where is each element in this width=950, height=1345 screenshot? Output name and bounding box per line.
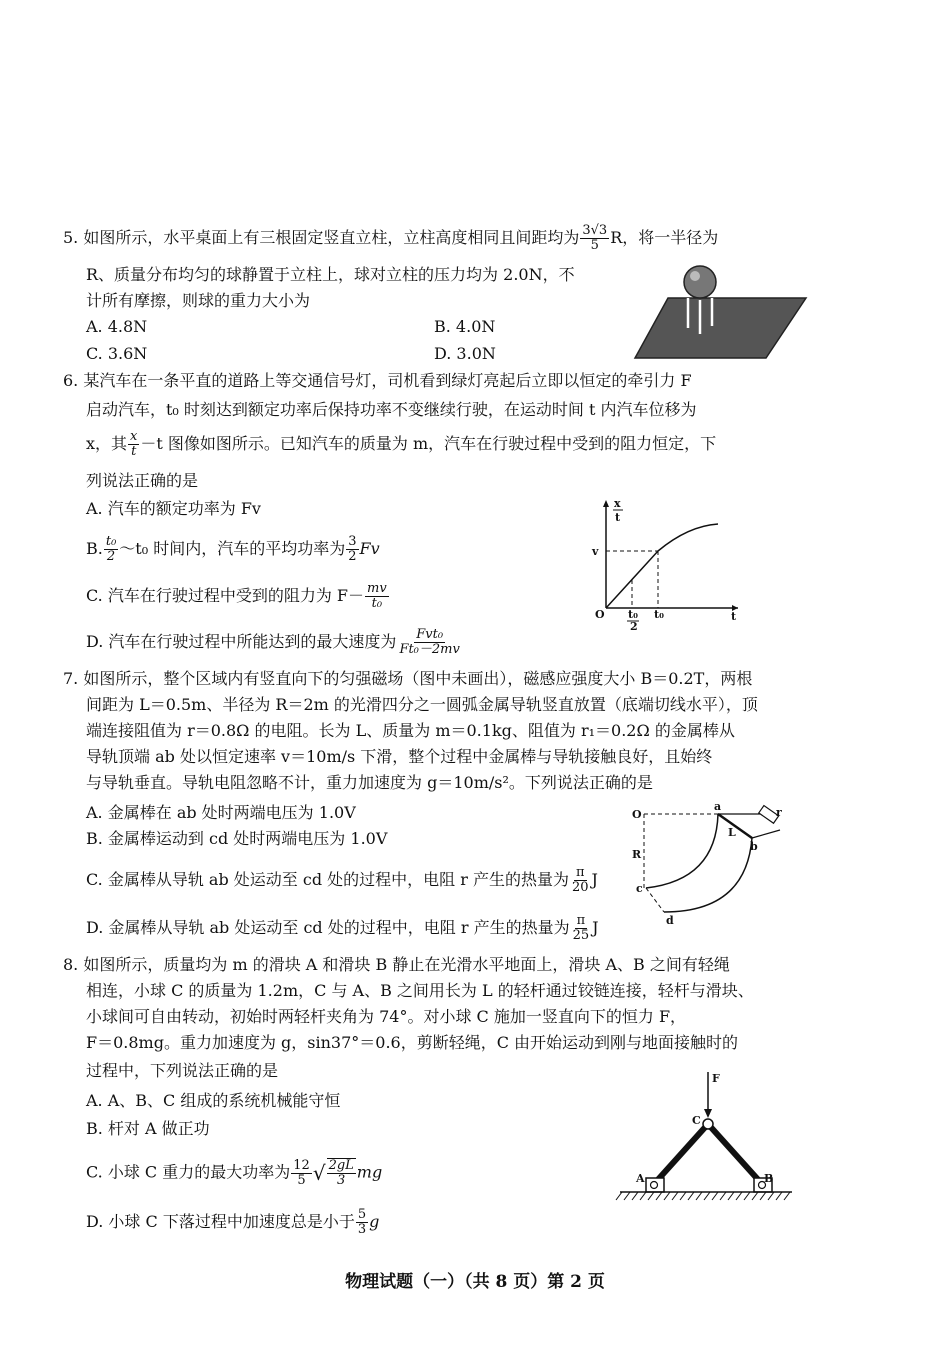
q6-graph-y-arrow	[603, 500, 609, 507]
q8-option-c-num: 12	[293, 1157, 310, 1173]
q6-graph-t-label: t	[731, 610, 737, 623]
q6-graph-y-label-den: t	[615, 511, 621, 524]
q6-stem-line3-a: x，其	[86, 434, 128, 453]
q8-option-a: A. A、B、C 组成的系统机械能守恒	[86, 1091, 341, 1110]
q6-option-b-frac1	[104, 535, 118, 564]
q7-fig-label-c: c	[636, 882, 643, 895]
q6-stem-line4: 列说法正确的是	[86, 471, 199, 490]
q8-option-d-num: 5	[357, 1207, 367, 1222]
q8-fig-ground-hatch	[616, 1192, 790, 1200]
q5-ball	[684, 266, 716, 298]
q6-option-b	[86, 535, 380, 564]
q8-stem-line3: 小球间可自由转动，初始时两轻杆夹角为 74°。对小球 C 施加一竖直向下的恒力 F，	[86, 1007, 687, 1026]
q6-option-c-text: C. 汽车在行驶过程中受到的阻力为 F－	[86, 586, 365, 605]
q6-option-b-frac2	[346, 535, 358, 564]
q8-fig-hinge-a	[651, 1182, 658, 1189]
q7-fig-cd-dash	[646, 888, 664, 912]
q7-option-c-den: 20	[572, 880, 589, 895]
q6-option-d-num: Fvt₀	[416, 627, 444, 642]
q5-option-b: B. 4.0N	[434, 317, 496, 336]
q7-stem-line5: 与导轨垂直。导轨电阻忽略不计，重力加速度为 g＝10m/s²。下列说法正确的是	[86, 773, 653, 792]
q5-option-c: C. 3.6N	[86, 344, 148, 363]
q6-option-d-den: Ft₀－2mv	[399, 642, 460, 657]
q8-fig-label-a: A	[636, 1172, 645, 1185]
q5-ball-on-pillars-figure	[630, 258, 810, 363]
q7-stem-line4: 导轨顶端 ab 处以恒定速率 v＝10m/s 下滑，整个过程中金属棒与导轨接触良好，且始终	[86, 747, 713, 766]
q7-option-d-num: π	[576, 913, 586, 928]
q6-option-b-den1: 2	[106, 549, 116, 564]
q6-graph-t0half-num: t₀	[628, 608, 638, 621]
q7-option-b: B. 金属棒运动到 cd 处时两端电压为 1.0V	[86, 829, 388, 848]
q7-stem-line2: 间距为 L＝0.5m、半径为 R＝2m 的光滑四分之一圆弧金属导轨竖直放置（底端切线水平），顶	[86, 695, 758, 714]
q8-fig-label-c: C	[692, 1114, 701, 1127]
q5-ball-highlight	[690, 271, 700, 281]
page-footer: 物理试题（一）（共 8 页）第 2 页	[345, 1272, 605, 1292]
q6-graph-v-label: v	[592, 545, 599, 558]
q6-option-d	[86, 628, 463, 657]
q6-stem-line3	[86, 430, 716, 459]
q6-option-d-frac	[397, 628, 461, 657]
q6-stem-line1: 6. 某汽车在一条平直的道路上等交通信号灯，司机看到绿灯亮起后立即以恒定的牵引力 F	[63, 371, 692, 390]
q6-option-c-frac	[365, 582, 389, 611]
q7-fig-label-d: d	[666, 914, 674, 927]
q8-option-c-text: C. 小球 C 重力的最大功率为	[86, 1162, 291, 1182]
q6-option-b-text: ～t₀ 时间内，汽车的平均功率为	[119, 539, 346, 558]
q6-graph-curve	[606, 524, 718, 608]
q8-option-c-radicand	[327, 1158, 356, 1188]
q6-ratio-den: t	[131, 444, 137, 459]
q8-stem-line1: 8. 如图所示，质量均为 m 的滑块 A 和滑块 B 静止在光滑水平地面上，滑块 A、B 之间有轻绳	[63, 955, 730, 974]
q7-option-d	[86, 914, 599, 943]
q8-stem-line4: F＝0.8mg。重力加速度为 g，sin37°＝0.6，剪断轻绳，C 由开始运动到刚与地面接触时的	[86, 1033, 739, 1052]
q7-fig-wire-bottom	[752, 830, 780, 838]
q5-spacing-num: 3√3	[582, 223, 608, 238]
q8-option-c-rad-num: 2gL	[328, 1158, 354, 1173]
q8-fig-label-b: B	[764, 1172, 774, 1185]
q6-option-c-num: mv	[367, 581, 387, 596]
q7-stem-line1: 7. 如图所示，整个区域内有竖直向下的匀强磁场（图中未画出），磁感应强度大小 B＝0.2T，两根	[63, 669, 753, 688]
q7-option-d-text: D. 金属棒从导轨 ab 处运动至 cd 处的过程中，电阻 r 产生的热量为	[86, 918, 570, 937]
q7-fig-label-l: L	[728, 826, 736, 839]
q5-stem-text: 5. 如图所示，水平桌面上有三根固定竖直立柱，立柱高度相同且间距均为	[63, 228, 580, 247]
q6-stem-line2: 启动汽车，t₀ 时刻达到额定功率后保持功率不变继续行驶，在运动时间 t 内汽车位移为	[86, 400, 697, 419]
q6-graph-origin: O	[595, 608, 605, 621]
q5-spacing-den: 5	[590, 238, 599, 253]
q6-graph-y-label-num: x	[614, 497, 621, 510]
q7-fig-label-r: r	[776, 806, 782, 819]
q8-option-c-den: 5	[297, 1172, 306, 1188]
q6-option-b-num1: t₀	[105, 534, 117, 549]
q7-rail-figure	[628, 800, 798, 930]
q6-option-b-label: B.	[86, 539, 103, 558]
q5-table-plane	[635, 298, 806, 358]
q6-stem-line3-b: －t 图像如图所示。已知汽车的质量为 m，汽车在行驶过程中受到的阻力恒定，下	[140, 434, 717, 453]
q6-graph-t0half-den: 2	[630, 620, 638, 631]
q8-option-d-frac	[356, 1208, 368, 1237]
q8-option-d-text: D. 小球 C 下落过程中加速度总是小于	[86, 1212, 355, 1231]
q8-truss-figure	[612, 1068, 797, 1208]
q6-option-c-den: t₀	[371, 596, 383, 611]
q7-option-d-den: 25	[572, 928, 590, 943]
q7-option-c	[86, 866, 598, 895]
q7-option-d-frac	[571, 914, 592, 943]
q6-option-b-tail: Fv	[359, 539, 380, 558]
q6-option-a: A. 汽车的额定功率为 Fv	[86, 499, 261, 518]
q8-option-d	[86, 1208, 379, 1237]
q7-option-c-text: C. 金属棒从导轨 ab 处运动至 cd 处的过程中，电阻 r 产生的热量为	[86, 870, 569, 889]
q5-option-a: A. 4.8N	[86, 317, 148, 336]
q7-fig-label-o: O	[632, 808, 642, 821]
q5-stem-line2: R、质量分布均匀的球静置于立柱上，球对立柱的压力均为 2.0N，不	[86, 265, 575, 284]
q7-fig-label-a: a	[714, 800, 722, 813]
q5-stem-line3: 计所有摩擦，则球的重力大小为	[86, 291, 311, 310]
q6-option-c	[86, 582, 390, 611]
q8-fig-force-arrow	[704, 1109, 712, 1118]
q8-stem-line2: 相连，小球 C 的质量为 1.2m，C 与 A、B 之间用长为 L 的轻杆通过铰链连接，轻杆与滑块、	[86, 981, 754, 1000]
q6-option-b-den2: 2	[348, 549, 357, 564]
q5-spacing-fraction	[580, 224, 609, 253]
q8-fig-label-f: F	[712, 1072, 720, 1085]
q8-option-c-tail: mg	[356, 1162, 383, 1182]
q7-fig-label-r-radius: R	[632, 848, 642, 861]
q7-option-c-unit: J	[591, 870, 598, 889]
q7-stem-line3: 端连接阻值为 r＝0.8Ω 的电阻。长为 L、质量为 m＝0.1kg、阻值为 r₁＝0.2Ω 的金属棒从	[86, 721, 735, 740]
q7-fig-label-b: b	[750, 840, 758, 853]
q8-option-c-rad-den: 3	[337, 1173, 346, 1188]
q8-option-d-tail: g	[369, 1212, 380, 1231]
q8-fig-ball-c	[703, 1119, 713, 1129]
q7-option-a: A. 金属棒在 ab 处时两端电压为 1.0V	[86, 803, 356, 822]
q6-ratio-fraction	[128, 430, 139, 459]
q5-option-d: D. 3.0N	[434, 344, 496, 363]
q6-graph-figure	[588, 496, 748, 631]
q6-graph-t0-label: t₀	[654, 608, 664, 621]
q7-option-c-frac	[570, 866, 591, 895]
q8-stem-line5: 过程中，下列说法正确的是	[86, 1061, 279, 1080]
q5-stem-line1	[63, 224, 718, 253]
q7-fig-rail-outer	[664, 838, 752, 912]
q8-fig-rod-right	[708, 1124, 762, 1184]
q7-fig-rail-inner	[646, 814, 718, 888]
q8-radical-sign: √	[312, 1161, 326, 1185]
q6-option-d-text: D. 汽车在行驶过程中所能达到的最大速度为	[86, 632, 397, 651]
q7-option-d-unit: J	[592, 918, 599, 937]
q5-stem-text-b: R，将一半径为	[610, 228, 719, 247]
q6-option-b-num2: 3	[348, 534, 357, 549]
q8-option-b: B. 杆对 A 做正功	[86, 1119, 210, 1138]
q7-option-c-num: π	[576, 865, 585, 880]
q6-ratio-num: x	[130, 429, 138, 444]
q8-fig-rod-left	[654, 1124, 708, 1184]
q8-option-c	[86, 1158, 382, 1188]
q8-option-c-frac	[291, 1159, 312, 1188]
q8-option-d-den: 3	[357, 1222, 367, 1237]
